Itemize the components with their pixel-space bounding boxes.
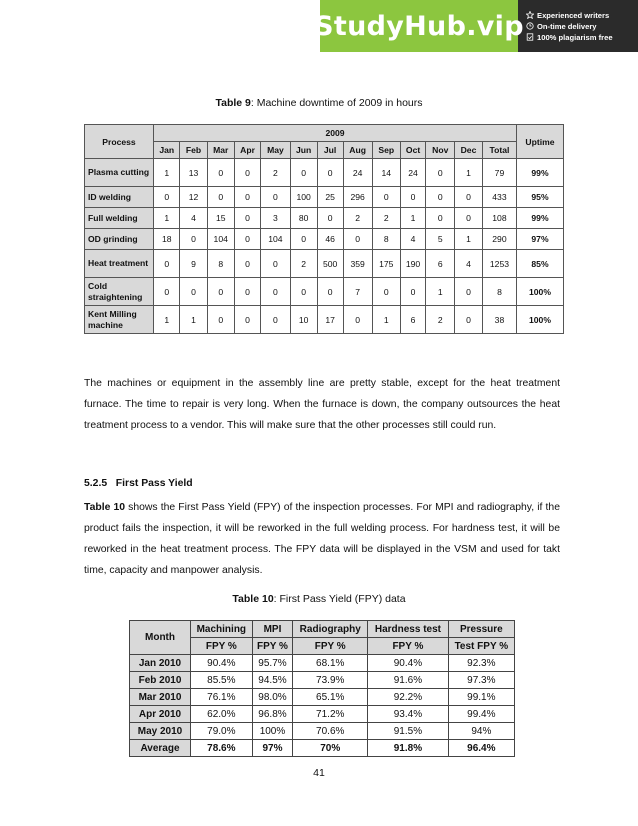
cell: 0 — [343, 306, 372, 334]
cell: 18 — [154, 229, 180, 250]
section-heading — [84, 478, 193, 489]
cell: 91.8% — [368, 740, 449, 757]
cell: 25 — [317, 187, 343, 208]
cell: 0 — [317, 278, 343, 306]
cell: 0 — [234, 229, 260, 250]
table10-fpy — [129, 620, 515, 757]
cell: 1 — [400, 208, 426, 229]
process-name: OD grinding — [85, 229, 154, 250]
header-month: Jun — [290, 142, 317, 159]
caption-label: Table 9 — [215, 97, 251, 109]
document-check-icon — [526, 33, 534, 41]
header-month: May — [261, 142, 290, 159]
header-month: Aug — [343, 142, 372, 159]
cell: 0 — [455, 208, 483, 229]
cell: 90.4% — [191, 655, 253, 672]
header-col-bottom: FPY % — [252, 638, 293, 655]
cell: 0 — [234, 159, 260, 187]
cell: 71.2% — [293, 706, 368, 723]
section-number: 5.2.5 — [84, 478, 108, 489]
caption-text: : First Pass Yield (FPY) data — [273, 593, 406, 605]
cell: 2 — [343, 208, 372, 229]
cell: 15 — [207, 208, 234, 229]
header-col-top: Pressure — [448, 621, 514, 638]
total-cell: 433 — [482, 187, 516, 208]
cell: 4 — [400, 229, 426, 250]
paragraph-fpy — [84, 497, 560, 581]
cell: 90.4% — [368, 655, 449, 672]
cell: 1 — [154, 306, 180, 334]
process-name: Full welding — [85, 208, 154, 229]
cell: 1 — [455, 229, 483, 250]
header-col-top: Hardness test — [368, 621, 449, 638]
feature-plagiarism — [526, 32, 638, 43]
cell: 98.0% — [252, 689, 293, 706]
uptime-cell: 85% — [517, 250, 564, 278]
cell: 7 — [343, 278, 372, 306]
month-cell: Apr 2010 — [130, 706, 191, 723]
header-col-top: Radiography — [293, 621, 368, 638]
cell: 2 — [426, 306, 455, 334]
cell: 0 — [317, 159, 343, 187]
cell: 0 — [261, 278, 290, 306]
table-row — [130, 706, 515, 723]
cell: 94% — [448, 723, 514, 740]
month-cell: Feb 2010 — [130, 672, 191, 689]
feature-writers — [526, 10, 638, 21]
table9-caption — [0, 97, 638, 109]
feature-label: Experienced writers — [537, 10, 610, 20]
table10-caption — [0, 593, 638, 605]
cell: 0 — [400, 187, 426, 208]
uptime-cell: 97% — [517, 229, 564, 250]
table-row — [130, 672, 515, 689]
total-cell: 108 — [482, 208, 516, 229]
cell: 0 — [234, 250, 260, 278]
cell: 0 — [372, 187, 400, 208]
cell: 3 — [261, 208, 290, 229]
header-uptime: Uptime — [517, 125, 564, 159]
table-row — [85, 250, 564, 278]
cell: 0 — [154, 250, 180, 278]
cell: 1 — [180, 306, 207, 334]
cell: 1 — [426, 278, 455, 306]
total-cell: 290 — [482, 229, 516, 250]
cell: 0 — [261, 306, 290, 334]
uptime-cell: 100% — [517, 306, 564, 334]
table-reference: Table 10 — [84, 502, 126, 513]
header-month: Month — [130, 621, 191, 655]
month-cell: Jan 2010 — [130, 655, 191, 672]
cell: 0 — [207, 159, 234, 187]
header-col-bottom: FPY % — [191, 638, 253, 655]
cell: 6 — [400, 306, 426, 334]
cell: 500 — [317, 250, 343, 278]
feature-label: On-time delivery — [537, 21, 597, 31]
cell: 80 — [290, 208, 317, 229]
cell: 0 — [234, 187, 260, 208]
table-row — [85, 159, 564, 187]
paragraph-text: shows the First Pass Yield (FPY) of the inspection processes. For MPI and radiography, if the product fails the inspection, it will be reworked in the full welding process. For hardness test, it will be reworked in the heat treatment process. The FPY data will be displayed in the VSM and used for takt time, capacity and manpower analysis. — [84, 502, 560, 576]
cell: 5 — [426, 229, 455, 250]
cell: 78.6% — [191, 740, 253, 757]
cell: 0 — [207, 187, 234, 208]
table-row — [130, 655, 515, 672]
table-row — [85, 187, 564, 208]
cell: 0 — [180, 229, 207, 250]
cell: 0 — [290, 229, 317, 250]
cell: 95.7% — [252, 655, 293, 672]
cell: 0 — [207, 278, 234, 306]
header-col-bottom: FPY % — [293, 638, 368, 655]
cell: 0 — [154, 187, 180, 208]
cell: 0 — [234, 306, 260, 334]
cell: 0 — [455, 306, 483, 334]
cell: 0 — [400, 278, 426, 306]
cell: 359 — [343, 250, 372, 278]
cell: 46 — [317, 229, 343, 250]
cell: 92.2% — [368, 689, 449, 706]
feature-label: 100% plagiarism free — [537, 32, 613, 42]
cell: 1 — [154, 159, 180, 187]
cell: 9 — [180, 250, 207, 278]
cell: 97% — [252, 740, 293, 757]
page-number: 41 — [313, 767, 325, 779]
clock-icon — [526, 22, 534, 30]
cell: 97.3% — [448, 672, 514, 689]
cell: 96.8% — [252, 706, 293, 723]
month-cell: Mar 2010 — [130, 689, 191, 706]
cell: 0 — [234, 278, 260, 306]
cell: 0 — [290, 278, 317, 306]
uptime-cell: 95% — [517, 187, 564, 208]
table-row — [130, 723, 515, 740]
cell: 6 — [426, 250, 455, 278]
cell: 79.0% — [191, 723, 253, 740]
header-col-bottom: Test FPY % — [448, 638, 514, 655]
cell: 76.1% — [191, 689, 253, 706]
cell: 99.4% — [448, 706, 514, 723]
cell: 2 — [290, 250, 317, 278]
cell: 91.5% — [368, 723, 449, 740]
cell: 1 — [455, 159, 483, 187]
cell: 24 — [343, 159, 372, 187]
cell: 0 — [261, 250, 290, 278]
cell: 24 — [400, 159, 426, 187]
cell: 0 — [234, 208, 260, 229]
cell: 0 — [455, 187, 483, 208]
cell: 70% — [293, 740, 368, 757]
header-month: Jul — [317, 142, 343, 159]
cell: 0 — [426, 187, 455, 208]
uptime-cell: 100% — [517, 278, 564, 306]
cell: 100% — [252, 723, 293, 740]
cell: 0 — [207, 306, 234, 334]
cell: 14 — [372, 159, 400, 187]
cell: 0 — [180, 278, 207, 306]
cell: 0 — [261, 187, 290, 208]
total-cell: 1253 — [482, 250, 516, 278]
cell: 4 — [180, 208, 207, 229]
cell: 17 — [317, 306, 343, 334]
cell: 1 — [372, 306, 400, 334]
studyhub-banner[interactable] — [314, 0, 638, 52]
process-name: Cold straightening — [85, 278, 154, 306]
cell: 2 — [261, 159, 290, 187]
cell: 0 — [426, 208, 455, 229]
caption-text: : Machine downtime of 2009 in hours — [250, 97, 423, 109]
cell: 2 — [372, 208, 400, 229]
process-name: Kent Milling machine — [85, 306, 154, 334]
table-row-average — [130, 740, 515, 757]
table-row — [130, 689, 515, 706]
cell: 99.1% — [448, 689, 514, 706]
table-row — [85, 306, 564, 334]
header-month: Apr — [234, 142, 260, 159]
studyhub-logo[interactable]: StudyHub.vip — [320, 0, 518, 52]
cell: 0 — [372, 278, 400, 306]
cell: 104 — [261, 229, 290, 250]
header-month: Dec — [455, 142, 483, 159]
caption-label: Table 10 — [232, 593, 274, 605]
process-name: ID welding — [85, 187, 154, 208]
header-col-top: MPI — [252, 621, 293, 638]
table-row — [85, 229, 564, 250]
cell: 13 — [180, 159, 207, 187]
header-total: Total — [482, 142, 516, 159]
total-cell: 38 — [482, 306, 516, 334]
header-process: Process — [85, 125, 154, 159]
cell: 0 — [426, 159, 455, 187]
cell: 4 — [455, 250, 483, 278]
process-name: Plasma cutting — [85, 159, 154, 187]
table9-downtime — [84, 124, 564, 334]
process-name: Heat treatment — [85, 250, 154, 278]
header-month: Feb — [180, 142, 207, 159]
cell: 104 — [207, 229, 234, 250]
header-year: 2009 — [154, 125, 517, 142]
header-month: Jan — [154, 142, 180, 159]
section-title: First Pass Yield — [115, 478, 193, 489]
header-month: Oct — [400, 142, 426, 159]
cell: 92.3% — [448, 655, 514, 672]
header-col-bottom: FPY % — [368, 638, 449, 655]
total-cell: 8 — [482, 278, 516, 306]
banner-features — [518, 0, 638, 52]
header-month: Mar — [207, 142, 234, 159]
table-row — [85, 208, 564, 229]
cell: 296 — [343, 187, 372, 208]
cell: 0 — [290, 159, 317, 187]
header-month: Sep — [372, 142, 400, 159]
header-col-top: Machining — [191, 621, 253, 638]
total-cell: 79 — [482, 159, 516, 187]
cell: 68.1% — [293, 655, 368, 672]
feature-delivery — [526, 21, 638, 32]
paragraph-downtime: The machines or equipment in the assembly line are pretty stable, except for the heat treatment furnace. The time to repair is very long. When the furnace is down, the company outsources the heat treatment process to a vendor. This will make sure that the other processes still could run. — [84, 378, 560, 431]
cell: 10 — [290, 306, 317, 334]
cell: 12 — [180, 187, 207, 208]
cell: 65.1% — [293, 689, 368, 706]
cell: 91.6% — [368, 672, 449, 689]
cell: 8 — [372, 229, 400, 250]
cell: 0 — [317, 208, 343, 229]
table-row — [85, 278, 564, 306]
cell: 0 — [455, 278, 483, 306]
cell: 94.5% — [252, 672, 293, 689]
month-cell: Average — [130, 740, 191, 757]
uptime-cell: 99% — [517, 159, 564, 187]
cell: 175 — [372, 250, 400, 278]
cell: 100 — [290, 187, 317, 208]
cell: 1 — [154, 208, 180, 229]
cell: 190 — [400, 250, 426, 278]
cell: 62.0% — [191, 706, 253, 723]
cell: 70.6% — [293, 723, 368, 740]
month-cell: May 2010 — [130, 723, 191, 740]
cell: 0 — [154, 278, 180, 306]
cell: 8 — [207, 250, 234, 278]
uptime-cell: 99% — [517, 208, 564, 229]
cell: 73.9% — [293, 672, 368, 689]
cell: 0 — [343, 229, 372, 250]
header-month: Nov — [426, 142, 455, 159]
cell: 96.4% — [448, 740, 514, 757]
cell: 93.4% — [368, 706, 449, 723]
star-icon — [526, 11, 534, 19]
cell: 85.5% — [191, 672, 253, 689]
